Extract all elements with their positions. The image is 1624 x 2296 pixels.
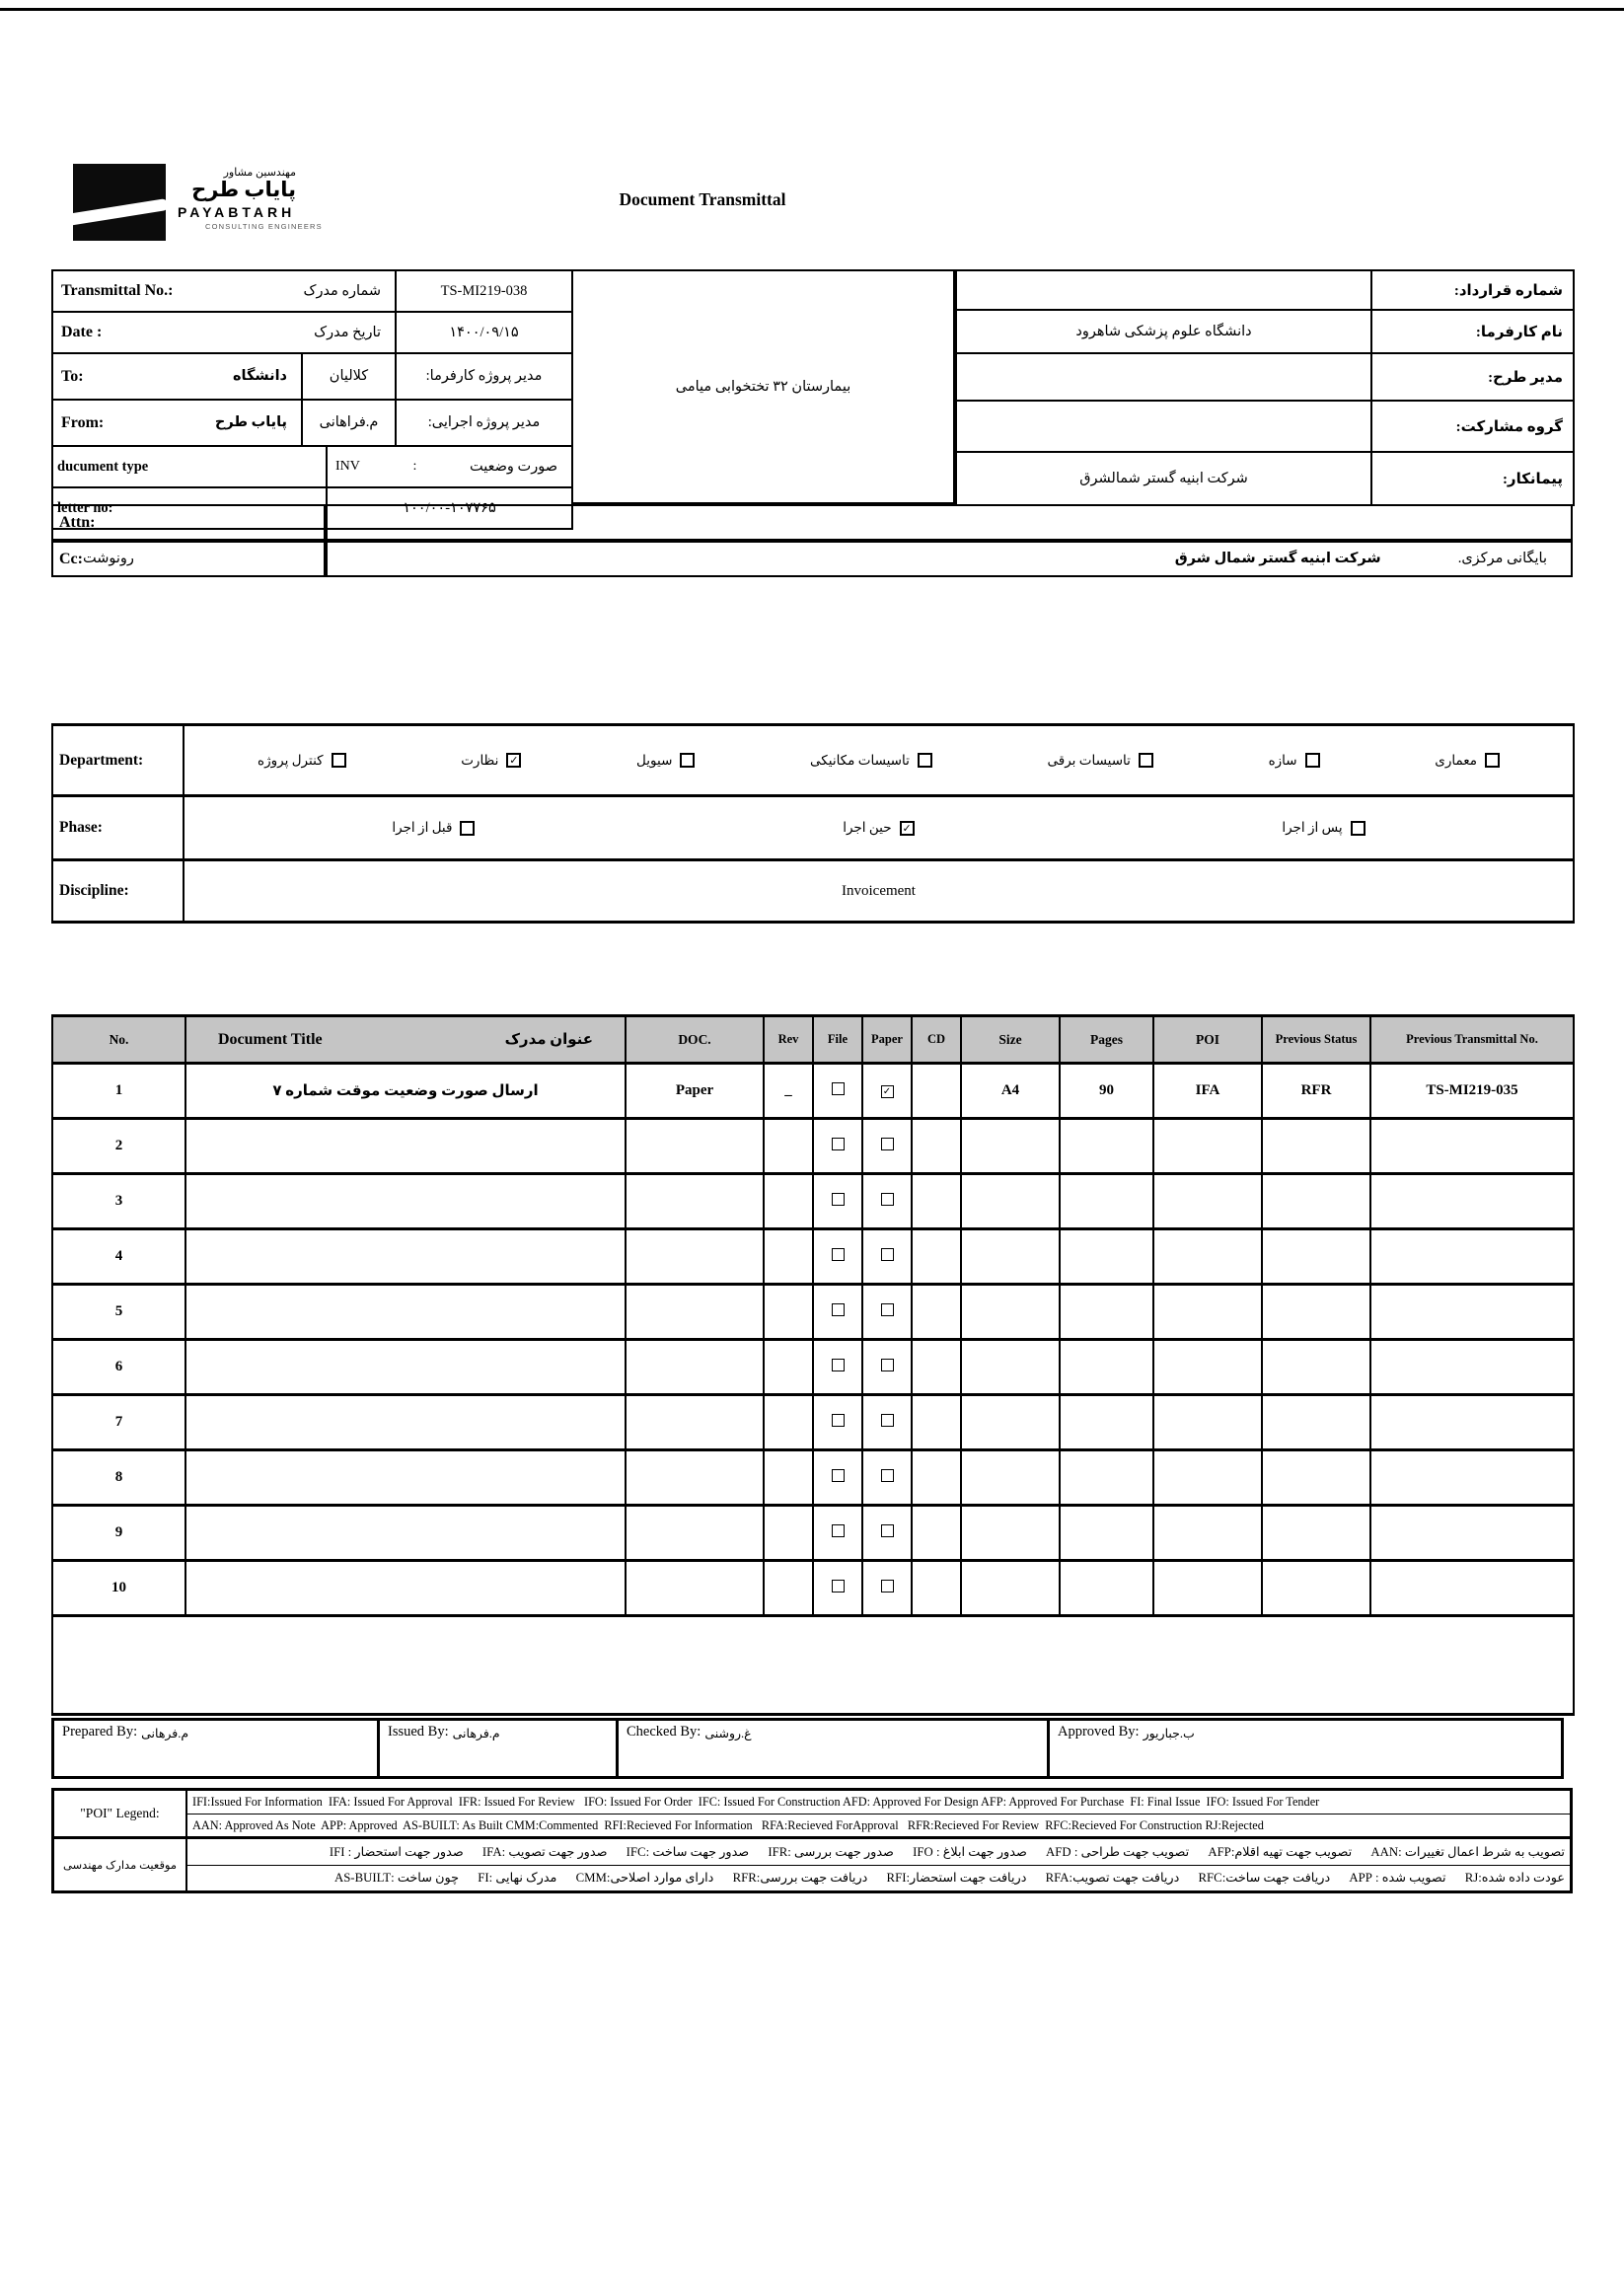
row-file-cell bbox=[813, 1174, 862, 1229]
cc-label: Cc: رونوشت bbox=[51, 541, 326, 577]
row-prev-status bbox=[1262, 1395, 1370, 1450]
poi-legend-table bbox=[51, 1788, 1573, 1893]
dept-mechanical: تاسیسات مکانیکی bbox=[810, 753, 932, 769]
row-doc-type bbox=[626, 1395, 764, 1450]
row-prev-transmittal bbox=[1370, 1340, 1574, 1395]
table-row bbox=[52, 1395, 1574, 1450]
row-prev-status bbox=[1262, 1450, 1370, 1506]
table-row bbox=[52, 1064, 1574, 1119]
header-rev: Rev bbox=[764, 1016, 813, 1064]
row-poi bbox=[1153, 1506, 1262, 1561]
header-no: No. bbox=[52, 1016, 185, 1064]
prepared-by-label: Prepared By: bbox=[62, 1724, 138, 1740]
doctype-value: INV bbox=[335, 459, 360, 474]
cc-value bbox=[326, 541, 1573, 577]
header-doc: DOC. bbox=[626, 1016, 764, 1064]
discipline-label: Discipline: bbox=[52, 860, 184, 923]
file-checkbox bbox=[832, 1303, 845, 1316]
dept-civil: سیویل bbox=[636, 753, 695, 769]
row-file-cell bbox=[813, 1340, 862, 1395]
checked-by-name: غ.روشنی bbox=[704, 1727, 752, 1741]
info-left-table bbox=[51, 269, 573, 530]
header-file: File bbox=[813, 1016, 862, 1064]
row-poi bbox=[1153, 1229, 1262, 1285]
row-doc-type bbox=[626, 1119, 764, 1174]
row-number: 5 bbox=[52, 1285, 185, 1340]
row-paper-cell bbox=[862, 1340, 912, 1395]
row-document-title bbox=[185, 1450, 626, 1506]
doc-status-label: موقعیت مدارک مهندسی bbox=[54, 1839, 187, 1890]
paper-checkbox bbox=[881, 1580, 894, 1592]
row-prev-transmittal bbox=[1370, 1174, 1574, 1229]
row-poi bbox=[1153, 1340, 1262, 1395]
row-doc-type: Paper bbox=[626, 1064, 764, 1119]
row-poi bbox=[1153, 1561, 1262, 1616]
dept-structure: سازه bbox=[1269, 753, 1320, 769]
row-document-title bbox=[185, 1229, 626, 1285]
row-prev-transmittal bbox=[1370, 1119, 1574, 1174]
row-poi bbox=[1153, 1119, 1262, 1174]
row-number: 10 bbox=[52, 1561, 185, 1616]
row-prev-status bbox=[1262, 1285, 1370, 1340]
file-checkbox bbox=[832, 1359, 845, 1371]
row-size bbox=[961, 1174, 1060, 1229]
table-row bbox=[52, 1450, 1574, 1506]
issued-by-name: م.فرهانی bbox=[452, 1727, 500, 1741]
dept-mechanical-checkbox bbox=[918, 753, 932, 768]
paper-checkbox bbox=[881, 1303, 894, 1316]
header-paper: Paper bbox=[862, 1016, 912, 1064]
cc-archive: بایگانی مرکزی. bbox=[1457, 551, 1547, 566]
row-paper-cell bbox=[862, 1229, 912, 1285]
poi-legend-fa-section bbox=[54, 1836, 1570, 1890]
row-rev bbox=[764, 1119, 813, 1174]
row-paper-cell bbox=[862, 1285, 912, 1340]
row-rev bbox=[764, 1174, 813, 1229]
row-prev-transmittal bbox=[1370, 1395, 1574, 1450]
header-pages: Pages bbox=[1060, 1016, 1153, 1064]
file-checkbox bbox=[832, 1082, 845, 1095]
row-rev bbox=[764, 1340, 813, 1395]
poi-legend-row4: عودت داده شده:RJ تصویب شده : APP دریافت جهت ساخت:RFC دریافت جهت تصویب:RFA دریافت جهت استحضار:RFI دریافت جهت بررسی:RFR دارای موارد اصلاحی:CMM مدرک نهایی :FI چون ساخت :AS-BUILT bbox=[187, 1865, 1570, 1890]
paper-checkbox: ✓ bbox=[881, 1085, 894, 1098]
doctype-fa: صورت وضعیت bbox=[470, 458, 558, 475]
phase-after-execution: پس از اجرا bbox=[1282, 820, 1365, 836]
dept-civil-checkbox bbox=[680, 753, 695, 768]
row-paper-cell bbox=[862, 1174, 912, 1229]
row-prev-status: RFR bbox=[1262, 1064, 1370, 1119]
row-document-title bbox=[185, 1119, 626, 1174]
jv-group-value bbox=[956, 401, 1371, 452]
row-document-title bbox=[185, 1285, 626, 1340]
row-poi bbox=[1153, 1450, 1262, 1506]
row-paper-cell bbox=[862, 1395, 912, 1450]
logo-company-name: PAYABTARH bbox=[178, 204, 296, 221]
header-poi: POI bbox=[1153, 1016, 1262, 1064]
remarks-empty-area bbox=[52, 1616, 1574, 1715]
jv-group-label: گروه مشارکت: bbox=[1371, 401, 1574, 452]
row-rev bbox=[764, 1450, 813, 1506]
transmittal-no-value: TS-MI219-038 bbox=[396, 270, 572, 312]
paper-checkbox bbox=[881, 1414, 894, 1427]
transmittal-no-label-fa: شماره مدرک bbox=[303, 282, 382, 299]
row-file-cell bbox=[813, 1119, 862, 1174]
row-paper-cell bbox=[862, 1064, 912, 1119]
dept-architecture-checkbox bbox=[1485, 753, 1500, 768]
transmittal-no-label: Transmittal No.: bbox=[61, 282, 174, 299]
file-checkbox bbox=[832, 1138, 845, 1150]
attn-label: Attn: bbox=[51, 504, 326, 541]
row-cd bbox=[912, 1561, 961, 1616]
transmittal-info-table bbox=[51, 269, 1573, 577]
project-name: بیمارستان ۳۲ تختخوابی میامی bbox=[675, 378, 851, 395]
table-header-row bbox=[52, 1016, 1574, 1064]
row-doc-type bbox=[626, 1285, 764, 1340]
prepared-by-box bbox=[51, 1718, 380, 1779]
phase-label: Phase: bbox=[52, 796, 184, 860]
dept-project-control-checkbox bbox=[332, 753, 346, 768]
issued-by-label: Issued By: bbox=[388, 1724, 449, 1740]
attn-row bbox=[51, 504, 1573, 541]
file-checkbox bbox=[832, 1580, 845, 1592]
file-checkbox bbox=[832, 1524, 845, 1537]
from-value: پایاب طرح bbox=[214, 414, 287, 430]
row-number: 2 bbox=[52, 1119, 185, 1174]
approved-by-label: Approved By: bbox=[1058, 1724, 1140, 1740]
row-size: A4 bbox=[961, 1064, 1060, 1119]
row-file-cell bbox=[813, 1064, 862, 1119]
approved-by-box bbox=[1047, 1718, 1564, 1779]
issued-by-box bbox=[377, 1718, 619, 1779]
poi-legend-en-section bbox=[54, 1791, 1570, 1836]
top-rule bbox=[0, 8, 1624, 11]
row-pages bbox=[1060, 1450, 1153, 1506]
contract-no-label: شماره قرارداد: bbox=[1371, 270, 1574, 310]
row-prev-status bbox=[1262, 1119, 1370, 1174]
row-prev-transmittal bbox=[1370, 1285, 1574, 1340]
row-size bbox=[961, 1450, 1060, 1506]
row-rev bbox=[764, 1561, 813, 1616]
cc-row bbox=[51, 541, 1573, 577]
row-number: 4 bbox=[52, 1229, 185, 1285]
paper-checkbox bbox=[881, 1469, 894, 1482]
logo-company-subtitle: CONSULTING ENGINEERS bbox=[205, 222, 323, 232]
contract-no-value bbox=[956, 270, 1371, 310]
paper-checkbox bbox=[881, 1248, 894, 1261]
row-prev-transmittal bbox=[1370, 1561, 1574, 1616]
row-file-cell bbox=[813, 1285, 862, 1340]
letterno-label: letter no: bbox=[52, 487, 327, 529]
plan-manager-label: مدیر طرح: bbox=[1371, 353, 1574, 401]
row-size bbox=[961, 1340, 1060, 1395]
row-pages bbox=[1060, 1174, 1153, 1229]
row-doc-type bbox=[626, 1340, 764, 1395]
row-rev bbox=[764, 1285, 813, 1340]
row-cd bbox=[912, 1340, 961, 1395]
row-poi: IFA bbox=[1153, 1064, 1262, 1119]
row-rev: _ bbox=[764, 1064, 813, 1119]
row-size bbox=[961, 1285, 1060, 1340]
row-size bbox=[961, 1561, 1060, 1616]
row-paper-cell bbox=[862, 1119, 912, 1174]
row-prev-status bbox=[1262, 1506, 1370, 1561]
row-doc-type bbox=[626, 1561, 764, 1616]
row-poi bbox=[1153, 1285, 1262, 1340]
phase-before-execution: قبل از اجرا bbox=[392, 820, 475, 836]
row-pages bbox=[1060, 1506, 1153, 1561]
row-number: 9 bbox=[52, 1506, 185, 1561]
phase-options bbox=[188, 820, 1569, 836]
checked-by-box bbox=[616, 1718, 1050, 1779]
project-name-cell bbox=[571, 269, 955, 504]
poi-legend-row2: AAN: Approved As Note APP: Approved AS-BUILT: As Built CMM:Commented RFI:Recieved For Information RFA:Recieved ForApproval RFR:Recieved For Review RFC:Recieved For Construction RJ:Rejected bbox=[187, 1814, 1570, 1836]
attn-value bbox=[326, 504, 1573, 541]
poi-legend-row3: تصویب به شرط اعمال تغییرات :AAN تصویب جهت تهیه اقلام:AFP تصویب جهت طراحی : AFD صدور جهت ابلاغ : IFO صدور جهت بررسی :IFR صدور جهت ساخت :IFC صدور جهت تصویب :IFA صدور جهت استحضار : IFI bbox=[329, 1844, 1565, 1859]
row-file-cell bbox=[813, 1450, 862, 1506]
row-prev-transmittal bbox=[1370, 1506, 1574, 1561]
table-row bbox=[52, 1229, 1574, 1285]
dept-project-control: کنترل پروژه bbox=[258, 753, 346, 769]
to-role: مدیر پروژه کارفرما: bbox=[396, 353, 572, 400]
phase-during-execution: ✓ حین اجرا bbox=[843, 820, 914, 836]
file-checkbox bbox=[832, 1193, 845, 1206]
row-prev-transmittal: TS-MI219-035 bbox=[1370, 1064, 1574, 1119]
row-document-title bbox=[185, 1561, 626, 1616]
file-checkbox bbox=[832, 1469, 845, 1482]
table-row bbox=[52, 1506, 1574, 1561]
paper-checkbox bbox=[881, 1359, 894, 1371]
plan-manager-value bbox=[956, 353, 1371, 401]
dept-supervision-checkbox: ✓ bbox=[506, 753, 521, 768]
row-pages bbox=[1060, 1119, 1153, 1174]
approved-by-name: ب.جباریور bbox=[1143, 1727, 1195, 1741]
logo-fa-small: مهندسین مشاور bbox=[223, 167, 296, 179]
header-size: Size bbox=[961, 1016, 1060, 1064]
phase-during-checkbox: ✓ bbox=[900, 821, 915, 836]
poi-legend-label: "POI" Legend: bbox=[54, 1791, 187, 1836]
to-person: کلالیان bbox=[302, 353, 396, 400]
row-document-title bbox=[185, 1174, 626, 1229]
table-row bbox=[52, 1285, 1574, 1340]
checked-by-label: Checked By: bbox=[627, 1724, 701, 1740]
row-size bbox=[961, 1229, 1060, 1285]
client-name-value: دانشگاه علوم پزشکی شاهرود bbox=[956, 310, 1371, 353]
table-row bbox=[52, 1119, 1574, 1174]
header-prev-transmittal: Previous Transmittal No. bbox=[1370, 1016, 1574, 1064]
row-size bbox=[961, 1119, 1060, 1174]
row-cd bbox=[912, 1119, 961, 1174]
poi-legend-row1: IFI:Issued For Information IFA: Issued For Approval IFR: Issued For Review IFO: Issued For Order IFC: Issued For Construction AFD: Approved For Design AFP: Approved For Purchase FI: Final Issue IFO: Issued For Tender bbox=[192, 1795, 1320, 1809]
row-number: 6 bbox=[52, 1340, 185, 1395]
row-cd bbox=[912, 1450, 961, 1506]
from-person: م.فراهانی bbox=[302, 400, 396, 446]
row-pages bbox=[1060, 1395, 1153, 1450]
row-doc-type bbox=[626, 1450, 764, 1506]
row-paper-cell bbox=[862, 1450, 912, 1506]
department-options bbox=[188, 753, 1569, 769]
date-label: Date : bbox=[61, 324, 103, 340]
signature-row bbox=[51, 1718, 1573, 1779]
page-title: Document Transmittal bbox=[619, 189, 786, 209]
row-file-cell bbox=[813, 1561, 862, 1616]
cc-company: شرکت ابنیه گستر شمال شرق bbox=[1174, 551, 1381, 566]
row-size bbox=[961, 1506, 1060, 1561]
dept-structure-checkbox bbox=[1305, 753, 1320, 768]
row-paper-cell bbox=[862, 1561, 912, 1616]
row-rev bbox=[764, 1229, 813, 1285]
row-prev-status bbox=[1262, 1561, 1370, 1616]
table-row bbox=[52, 1174, 1574, 1229]
row-file-cell bbox=[813, 1395, 862, 1450]
table-row bbox=[52, 1561, 1574, 1616]
logo-fa-big: پایاب طرح bbox=[191, 178, 296, 201]
row-number: 7 bbox=[52, 1395, 185, 1450]
doctype-label: ducument type bbox=[52, 446, 327, 487]
phase-before-checkbox bbox=[460, 821, 475, 836]
row-cd bbox=[912, 1064, 961, 1119]
document-list-table bbox=[51, 1014, 1575, 1716]
dept-electrical: تاسیسات برقی bbox=[1048, 753, 1153, 769]
row-file-cell bbox=[813, 1506, 862, 1561]
row-poi bbox=[1153, 1174, 1262, 1229]
row-rev bbox=[764, 1506, 813, 1561]
row-cd bbox=[912, 1229, 961, 1285]
row-number: 8 bbox=[52, 1450, 185, 1506]
table-row bbox=[52, 1340, 1574, 1395]
row-cd bbox=[912, 1506, 961, 1561]
row-prev-transmittal bbox=[1370, 1229, 1574, 1285]
from-label: From: bbox=[61, 413, 105, 431]
paper-checkbox bbox=[881, 1524, 894, 1537]
classification-table bbox=[51, 723, 1575, 924]
row-poi bbox=[1153, 1395, 1262, 1450]
header-prev-status: Previous Status bbox=[1262, 1016, 1370, 1064]
letterno-value: ۱۰۰/۰۰-۱۰۷۷۶۵ bbox=[327, 487, 572, 529]
row-doc-type bbox=[626, 1506, 764, 1561]
row-number: 3 bbox=[52, 1174, 185, 1229]
paper-checkbox bbox=[881, 1138, 894, 1150]
row-paper-cell bbox=[862, 1506, 912, 1561]
row-pages bbox=[1060, 1229, 1153, 1285]
row-pages bbox=[1060, 1285, 1153, 1340]
phase-after-checkbox bbox=[1351, 821, 1366, 836]
from-role: مدیر پروژه اجرایی: bbox=[396, 400, 572, 446]
discipline-value: Invoicement bbox=[184, 860, 1574, 923]
to-value: دانشگاه bbox=[232, 368, 287, 384]
doctype-separator: : bbox=[412, 459, 417, 474]
row-prev-status bbox=[1262, 1340, 1370, 1395]
row-prev-transmittal bbox=[1370, 1450, 1574, 1506]
row-document-title bbox=[185, 1506, 626, 1561]
row-cd bbox=[912, 1395, 961, 1450]
row-size bbox=[961, 1395, 1060, 1450]
row-pages bbox=[1060, 1561, 1153, 1616]
row-document-title bbox=[185, 1395, 626, 1450]
row-prev-status bbox=[1262, 1229, 1370, 1285]
file-checkbox bbox=[832, 1414, 845, 1427]
file-checkbox bbox=[832, 1248, 845, 1261]
row-prev-status bbox=[1262, 1174, 1370, 1229]
header-cd: CD bbox=[912, 1016, 961, 1064]
row-pages bbox=[1060, 1340, 1153, 1395]
dept-electrical-checkbox bbox=[1139, 753, 1153, 768]
row-cd bbox=[912, 1174, 961, 1229]
row-doc-type bbox=[626, 1174, 764, 1229]
row-cd bbox=[912, 1285, 961, 1340]
paper-checkbox bbox=[881, 1193, 894, 1206]
row-file-cell bbox=[813, 1229, 862, 1285]
dept-architecture: معماری bbox=[1435, 753, 1500, 769]
date-label-fa: تاریخ مدرک bbox=[314, 324, 382, 340]
contractor-value: شرکت ابنیه گستر شمالشرق bbox=[956, 452, 1371, 505]
header-title: Document Title عنوان مدرک bbox=[185, 1016, 626, 1064]
dept-supervision: ✓ نظارت bbox=[461, 753, 521, 769]
department-label: Department: bbox=[52, 725, 184, 796]
date-value: ۱۴۰۰/۰۹/۱۵ bbox=[396, 312, 572, 353]
row-number: 1 bbox=[52, 1064, 185, 1119]
to-label: To: bbox=[61, 367, 84, 385]
prepared-by-name: م.فرهانی bbox=[141, 1727, 189, 1741]
row-doc-type bbox=[626, 1229, 764, 1285]
row-document-title: ارسال صورت وضعیت موقت شماره ۷ bbox=[185, 1064, 626, 1119]
row-document-title bbox=[185, 1340, 626, 1395]
info-right-table bbox=[955, 269, 1575, 506]
contractor-label: پیمانکار: bbox=[1371, 452, 1574, 505]
row-rev bbox=[764, 1395, 813, 1450]
row-pages: 90 bbox=[1060, 1064, 1153, 1119]
client-name-label: نام کارفرما: bbox=[1371, 310, 1574, 353]
